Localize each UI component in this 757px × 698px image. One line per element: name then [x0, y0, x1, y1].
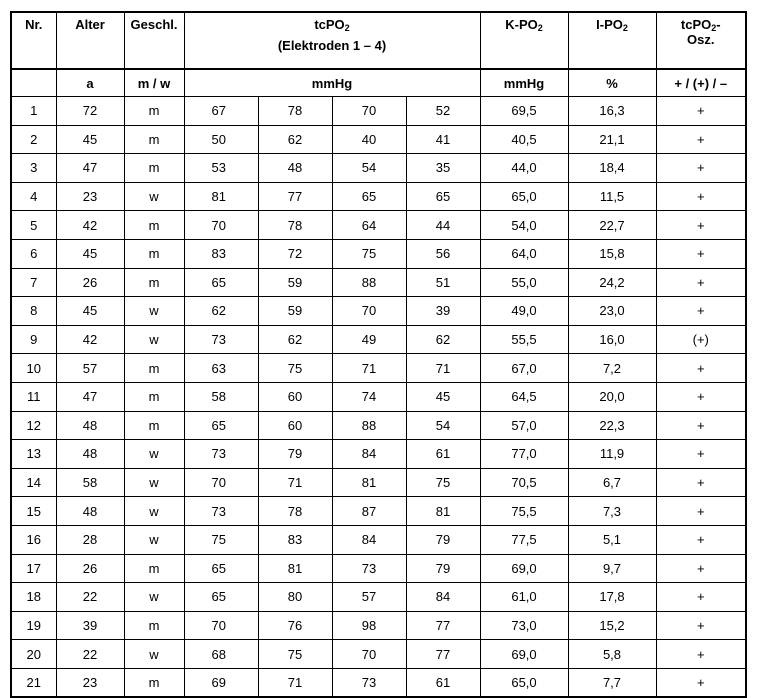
cell-osz: + — [656, 154, 746, 183]
cell-kpo2: 65,0 — [480, 668, 568, 697]
cell-electrode-3: 74 — [332, 382, 406, 411]
unit-osz: + / (+) / – — [656, 69, 746, 97]
cell-nr: 2 — [11, 125, 56, 154]
cell-osz: + — [656, 583, 746, 612]
cell-electrode-4: 79 — [406, 554, 480, 583]
cell-osz: + — [656, 97, 746, 126]
cell-alter: 39 — [56, 611, 124, 640]
header-row — [11, 12, 746, 69]
cell-ipo2: 7,7 — [568, 668, 656, 697]
cell-ipo2: 11,5 — [568, 182, 656, 211]
cell-ipo2: 5,1 — [568, 525, 656, 554]
cell-electrode-4: 51 — [406, 268, 480, 297]
table-row — [11, 268, 746, 297]
cell-electrode-1: 65 — [184, 583, 258, 612]
cell-kpo2: 70,5 — [480, 468, 568, 497]
cell-electrode-1: 63 — [184, 354, 258, 383]
cell-electrode-3: 84 — [332, 440, 406, 469]
cell-geschl: m — [124, 382, 184, 411]
cell-alter: 45 — [56, 297, 124, 326]
cell-ipo2: 22,3 — [568, 411, 656, 440]
cell-alter: 23 — [56, 668, 124, 697]
cell-osz: + — [656, 525, 746, 554]
cell-alter: 58 — [56, 468, 124, 497]
cell-electrode-4: 61 — [406, 668, 480, 697]
cell-kpo2: 64,0 — [480, 239, 568, 268]
cell-electrode-1: 73 — [184, 325, 258, 354]
cell-electrode-3: 87 — [332, 497, 406, 526]
cell-electrode-1: 69 — [184, 668, 258, 697]
table-row — [11, 354, 746, 383]
cell-osz: + — [656, 211, 746, 240]
cell-electrode-3: 70 — [332, 640, 406, 669]
cell-alter: 48 — [56, 440, 124, 469]
cell-electrode-3: 70 — [332, 297, 406, 326]
cell-nr: 11 — [11, 382, 56, 411]
unit-alter: a — [56, 69, 124, 97]
cell-geschl: m — [124, 611, 184, 640]
cell-electrode-4: 75 — [406, 468, 480, 497]
cell-alter: 42 — [56, 211, 124, 240]
cell-osz: + — [656, 640, 746, 669]
cell-ipo2: 7,2 — [568, 354, 656, 383]
cell-electrode-1: 70 — [184, 468, 258, 497]
cell-electrode-4: 77 — [406, 640, 480, 669]
cell-nr: 21 — [11, 668, 56, 697]
cell-electrode-4: 61 — [406, 440, 480, 469]
table-row — [11, 125, 746, 154]
cell-kpo2: 67,0 — [480, 354, 568, 383]
cell-electrode-3: 88 — [332, 268, 406, 297]
cell-electrode-1: 70 — [184, 211, 258, 240]
cell-geschl: w — [124, 182, 184, 211]
cell-osz: + — [656, 382, 746, 411]
cell-geschl: w — [124, 525, 184, 554]
cell-nr: 17 — [11, 554, 56, 583]
cell-nr: 15 — [11, 497, 56, 526]
table-row — [11, 239, 746, 268]
header-alter: Alter — [56, 12, 124, 69]
cell-kpo2: 69,5 — [480, 97, 568, 126]
table-row — [11, 583, 746, 612]
cell-nr: 10 — [11, 354, 56, 383]
cell-electrode-4: 52 — [406, 97, 480, 126]
table-row — [11, 668, 746, 697]
cell-osz: + — [656, 668, 746, 697]
cell-nr: 18 — [11, 583, 56, 612]
header-osz-line1: tcPO$_2$- — [680, 17, 721, 33]
cell-electrode-1: 50 — [184, 125, 258, 154]
cell-geschl: m — [124, 411, 184, 440]
cell-geschl: w — [124, 497, 184, 526]
cell-electrode-3: 73 — [332, 668, 406, 697]
cell-electrode-4: 81 — [406, 497, 480, 526]
unit-ipo2: % — [568, 69, 656, 97]
table-row — [11, 97, 746, 126]
cell-ipo2: 9,7 — [568, 554, 656, 583]
cell-nr: 4 — [11, 182, 56, 211]
cell-electrode-2: 62 — [258, 125, 332, 154]
cell-ipo2: 16,3 — [568, 97, 656, 126]
cell-geschl: w — [124, 583, 184, 612]
cell-electrode-1: 73 — [184, 497, 258, 526]
cell-geschl: m — [124, 154, 184, 183]
cell-nr: 5 — [11, 211, 56, 240]
unit-tcpo2: mmHg — [184, 69, 480, 97]
cell-electrode-3: 49 — [332, 325, 406, 354]
cell-kpo2: 65,0 — [480, 182, 568, 211]
cell-geschl: m — [124, 239, 184, 268]
cell-electrode-3: 70 — [332, 97, 406, 126]
cell-ipo2: 24,2 — [568, 268, 656, 297]
cell-osz: + — [656, 611, 746, 640]
cell-osz: + — [656, 354, 746, 383]
cell-geschl: w — [124, 440, 184, 469]
cell-electrode-1: 83 — [184, 239, 258, 268]
header-osz — [656, 12, 746, 69]
table-row — [11, 154, 746, 183]
cell-kpo2: 44,0 — [480, 154, 568, 183]
cell-electrode-1: 81 — [184, 182, 258, 211]
cell-osz: + — [656, 182, 746, 211]
cell-ipo2: 16,0 — [568, 325, 656, 354]
cell-alter: 57 — [56, 354, 124, 383]
table-row — [11, 468, 746, 497]
cell-electrode-2: 72 — [258, 239, 332, 268]
cell-osz: + — [656, 440, 746, 469]
table-body — [11, 97, 746, 698]
table-row — [11, 611, 746, 640]
cell-ipo2: 22,7 — [568, 211, 656, 240]
cell-electrode-4: 41 — [406, 125, 480, 154]
table-row — [11, 497, 746, 526]
cell-nr: 14 — [11, 468, 56, 497]
cell-geschl: m — [124, 354, 184, 383]
cell-kpo2: 77,5 — [480, 525, 568, 554]
cell-geschl: w — [124, 297, 184, 326]
cell-electrode-1: 73 — [184, 440, 258, 469]
header-tcpo2-line1: tcPO$_2$ — [314, 17, 350, 33]
cell-electrode-2: 48 — [258, 154, 332, 183]
cell-electrode-3: 98 — [332, 611, 406, 640]
cell-alter: 47 — [56, 382, 124, 411]
cell-kpo2: 77,0 — [480, 440, 568, 469]
cell-osz: (+) — [656, 325, 746, 354]
cell-nr: 1 — [11, 97, 56, 126]
cell-alter: 26 — [56, 268, 124, 297]
cell-alter: 28 — [56, 525, 124, 554]
cell-alter: 23 — [56, 182, 124, 211]
header-kpo2: $K-PO_2$ — [480, 12, 568, 69]
unit-geschl: m / w — [124, 69, 184, 97]
cell-electrode-1: 58 — [184, 382, 258, 411]
cell-osz: + — [656, 268, 746, 297]
cell-alter: 48 — [56, 411, 124, 440]
cell-electrode-4: 44 — [406, 211, 480, 240]
cell-ipo2: 7,3 — [568, 497, 656, 526]
cell-electrode-4: 65 — [406, 182, 480, 211]
cell-electrode-3: 73 — [332, 554, 406, 583]
header-tcpo2-line2: (Elektroden 1 – 4) — [277, 38, 387, 53]
table-row — [11, 411, 746, 440]
cell-electrode-2: 76 — [258, 611, 332, 640]
cell-electrode-2: 60 — [258, 411, 332, 440]
cell-electrode-4: 54 — [406, 411, 480, 440]
cell-electrode-3: 84 — [332, 525, 406, 554]
cell-electrode-3: 81 — [332, 468, 406, 497]
cell-nr: 19 — [11, 611, 56, 640]
cell-kpo2: 64,5 — [480, 382, 568, 411]
cell-ipo2: 6,7 — [568, 468, 656, 497]
cell-nr: 9 — [11, 325, 56, 354]
cell-electrode-3: 88 — [332, 411, 406, 440]
cell-electrode-2: 62 — [258, 325, 332, 354]
cell-electrode-2: 78 — [258, 211, 332, 240]
cell-geschl: m — [124, 125, 184, 154]
cell-alter: 48 — [56, 497, 124, 526]
cell-ipo2: 5,8 — [568, 640, 656, 669]
cell-electrode-2: 83 — [258, 525, 332, 554]
cell-ipo2: 17,8 — [568, 583, 656, 612]
cell-ipo2: 15,2 — [568, 611, 656, 640]
cell-electrode-1: 65 — [184, 268, 258, 297]
cell-geschl: m — [124, 554, 184, 583]
cell-electrode-3: 57 — [332, 583, 406, 612]
cell-electrode-3: 71 — [332, 354, 406, 383]
cell-alter: 72 — [56, 97, 124, 126]
cell-osz: + — [656, 468, 746, 497]
cell-electrode-1: 75 — [184, 525, 258, 554]
cell-electrode-3: 64 — [332, 211, 406, 240]
cell-electrode-2: 79 — [258, 440, 332, 469]
cell-kpo2: 55,0 — [480, 268, 568, 297]
table-row — [11, 182, 746, 211]
cell-electrode-2: 60 — [258, 382, 332, 411]
unit-kpo2: mmHg — [480, 69, 568, 97]
cell-electrode-2: 71 — [258, 468, 332, 497]
cell-electrode-1: 62 — [184, 297, 258, 326]
cell-geschl: w — [124, 325, 184, 354]
cell-electrode-2: 71 — [258, 668, 332, 697]
table-row — [11, 382, 746, 411]
cell-kpo2: 49,0 — [480, 297, 568, 326]
cell-nr: 12 — [11, 411, 56, 440]
table-row — [11, 297, 746, 326]
cell-electrode-2: 59 — [258, 268, 332, 297]
cell-electrode-2: 75 — [258, 640, 332, 669]
table-row — [11, 525, 746, 554]
cell-electrode-3: 75 — [332, 239, 406, 268]
unit-row — [11, 69, 746, 97]
header-geschl: Geschl. — [124, 12, 184, 69]
cell-electrode-3: 65 — [332, 182, 406, 211]
cell-alter: 42 — [56, 325, 124, 354]
cell-geschl: m — [124, 211, 184, 240]
cell-ipo2: 15,8 — [568, 239, 656, 268]
cell-electrode-3: 40 — [332, 125, 406, 154]
cell-electrode-4: 56 — [406, 239, 480, 268]
cell-ipo2: 21,1 — [568, 125, 656, 154]
cell-osz: + — [656, 411, 746, 440]
cell-electrode-3: 54 — [332, 154, 406, 183]
header-osz-line2: Osz. — [687, 32, 715, 47]
cell-electrode-2: 77 — [258, 182, 332, 211]
cell-nr: 16 — [11, 525, 56, 554]
patient-data-table — [10, 11, 747, 698]
cell-nr: 8 — [11, 297, 56, 326]
table-row — [11, 554, 746, 583]
header-tcpo2 — [184, 12, 480, 69]
cell-alter: 47 — [56, 154, 124, 183]
cell-kpo2: 73,0 — [480, 611, 568, 640]
cell-osz: + — [656, 239, 746, 268]
cell-kpo2: 61,0 — [480, 583, 568, 612]
cell-alter: 45 — [56, 125, 124, 154]
cell-electrode-4: 84 — [406, 583, 480, 612]
cell-alter: 22 — [56, 583, 124, 612]
cell-ipo2: 18,4 — [568, 154, 656, 183]
cell-electrode-2: 80 — [258, 583, 332, 612]
cell-electrode-1: 68 — [184, 640, 258, 669]
cell-nr: 6 — [11, 239, 56, 268]
cell-alter: 22 — [56, 640, 124, 669]
cell-nr: 20 — [11, 640, 56, 669]
cell-ipo2: 11,9 — [568, 440, 656, 469]
cell-nr: 7 — [11, 268, 56, 297]
cell-kpo2: 69,0 — [480, 640, 568, 669]
cell-ipo2: 23,0 — [568, 297, 656, 326]
table-row — [11, 211, 746, 240]
unit-nr — [11, 69, 56, 97]
cell-kpo2: 55,5 — [480, 325, 568, 354]
cell-electrode-2: 75 — [258, 354, 332, 383]
cell-electrode-1: 65 — [184, 411, 258, 440]
cell-electrode-1: 53 — [184, 154, 258, 183]
cell-osz: + — [656, 297, 746, 326]
cell-geschl: w — [124, 468, 184, 497]
cell-electrode-1: 65 — [184, 554, 258, 583]
cell-nr: 13 — [11, 440, 56, 469]
cell-ipo2: 20,0 — [568, 382, 656, 411]
table-row — [11, 325, 746, 354]
cell-electrode-4: 62 — [406, 325, 480, 354]
header-nr: Nr. — [11, 12, 56, 69]
cell-geschl: w — [124, 640, 184, 669]
table-row — [11, 640, 746, 669]
cell-electrode-4: 71 — [406, 354, 480, 383]
cell-kpo2: 40,5 — [480, 125, 568, 154]
cell-kpo2: 75,5 — [480, 497, 568, 526]
cell-osz: + — [656, 497, 746, 526]
cell-electrode-1: 67 — [184, 97, 258, 126]
cell-alter: 45 — [56, 239, 124, 268]
cell-osz: + — [656, 554, 746, 583]
cell-alter: 26 — [56, 554, 124, 583]
cell-geschl: m — [124, 668, 184, 697]
cell-kpo2: 54,0 — [480, 211, 568, 240]
cell-electrode-4: 35 — [406, 154, 480, 183]
header-ipo2: $I-PO_2$ — [568, 12, 656, 69]
cell-electrode-4: 77 — [406, 611, 480, 640]
cell-nr: 3 — [11, 154, 56, 183]
cell-electrode-4: 79 — [406, 525, 480, 554]
cell-kpo2: 57,0 — [480, 411, 568, 440]
cell-electrode-2: 81 — [258, 554, 332, 583]
cell-osz: + — [656, 125, 746, 154]
cell-kpo2: 69,0 — [480, 554, 568, 583]
cell-electrode-4: 39 — [406, 297, 480, 326]
cell-geschl: m — [124, 268, 184, 297]
cell-electrode-4: 45 — [406, 382, 480, 411]
cell-electrode-1: 70 — [184, 611, 258, 640]
table-row — [11, 440, 746, 469]
cell-electrode-2: 78 — [258, 97, 332, 126]
cell-geschl: m — [124, 97, 184, 126]
cell-electrode-2: 78 — [258, 497, 332, 526]
cell-electrode-2: 59 — [258, 297, 332, 326]
